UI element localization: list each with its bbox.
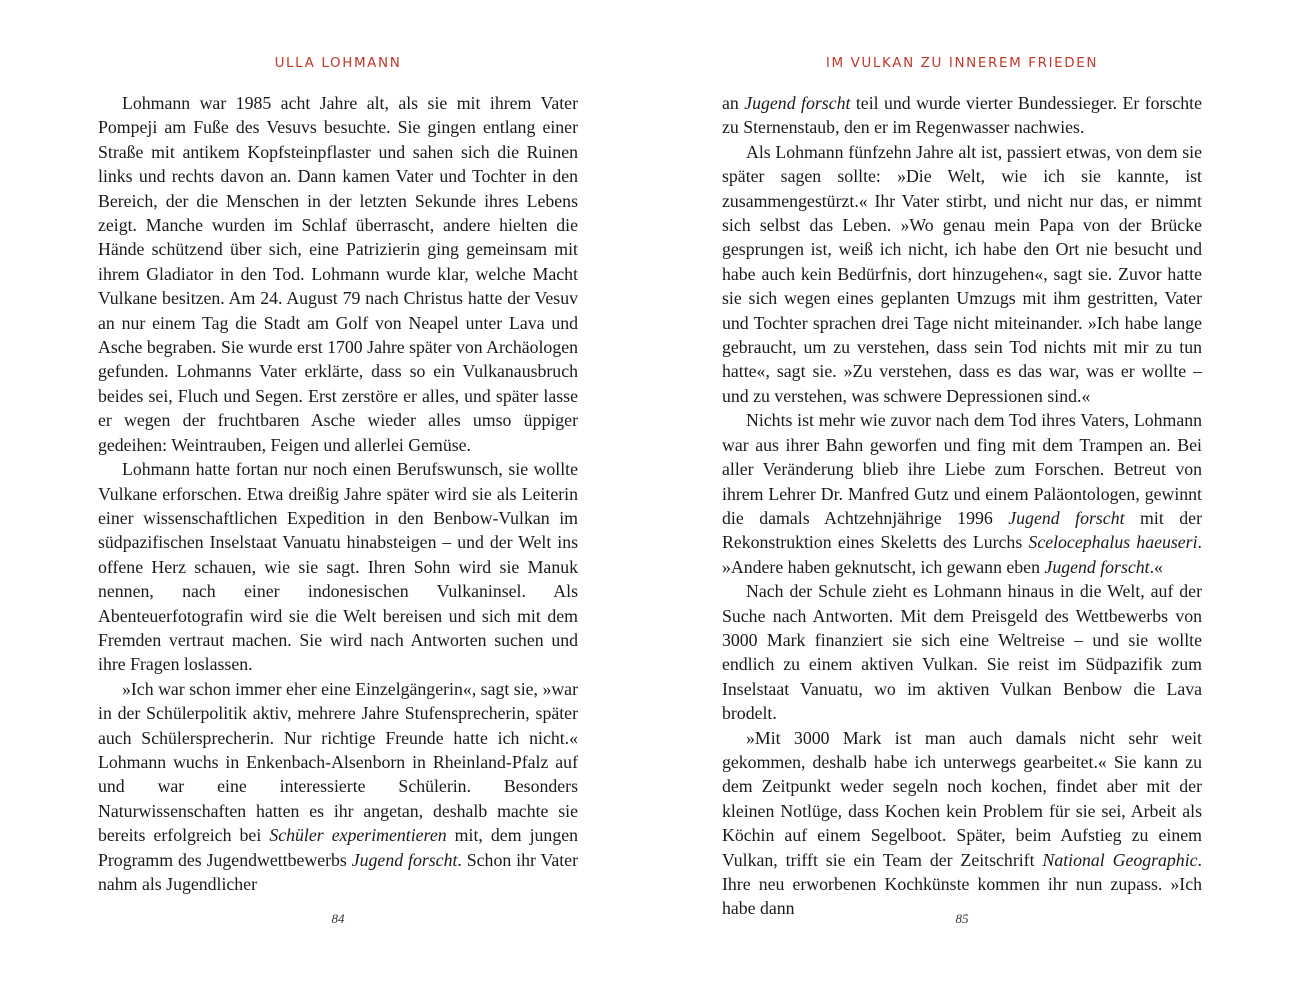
text-segment: »Ich war schon immer eher eine Einzelgängerin«, sagt sie, »war in der Schülerpolitik aktiv, mehrere Jahre Stufensprecherin, später auch Schülersprecherin. Nur richtige Freunde hatte ich nicht.« Lohmann wuchs in Enkenbach-Alsenborn in Rheinland-Pfalz auf und war eine interessierte Schülerin. Besonders Naturwissenschaften hatten es ihr angetan, deshalb machte sie bereits erfolgreich bei (98, 678, 578, 846)
italic-title: Schüler experimentieren (269, 825, 447, 846)
paragraph (98, 457, 578, 677)
text-segment: . »Andere haben geknutscht, ich gewann eben (722, 532, 1202, 577)
paragraph (722, 408, 1202, 579)
text-segment: . Schon ihr Vater nahm als Jugendlicher (98, 849, 578, 894)
italic-title: Jugend forscht (744, 93, 851, 113)
text-segment: teil und wurde vierter Bundessieger. Er forschte zu Sternenstaub, den er im Regenwasser nachwies. (722, 93, 1203, 138)
paragraph (98, 91, 578, 457)
text-segment: . Ihre neu erworbenen Kochkünste kommen ihr nun zupass. »Ich habe dann (722, 849, 1202, 919)
left-body-text (98, 91, 578, 896)
text-segment: an (722, 93, 745, 113)
right-body-text (722, 91, 1202, 921)
page-number-left: 84 (331, 911, 345, 926)
text-segment: Lohmann war 1985 acht Jahre alt, als sie mit ihrem Vater Pompeji am Fuße des Vesuvs besuchte. Sie gingen entlang einer Straße mit antikem Kopfsteinpflaster und sahen sich die Ruinen links und rechts davon an. Dann kamen Vater und Tochter in den Bereich, der die Menschen in der letzten Sekunde ihres Lebens zeigt. Manche wurden im Schlaf überrascht, andere hielten die Hände schützend über sich, eine Patrizierin ging gemeinsam mit ihrem Gladiator in den Tod. Lohmann wurde klar, welche Macht Vulkane besitzen. Am 24. August 79 nach Christus hatte der Vesuv an nur einem Tag die Stadt am Golf von Neapel unter Lava und Asche begraben. Sie wurde erst 1700 Jahre später von Archäologen gefunden. Lohmanns Vater erklärte, dass so ein Vulkanausbruch beides sei, Fluch und Segen. Erst zerstöre er alles, und später lasse er wegen der fruchtbaren Asche wieder alles umso üppiger gedeihen: Weintrauben, Feigen und allerlei Gemüse. (98, 93, 578, 455)
italic-title: Jugend forscht (1008, 507, 1125, 528)
text-segment: .« (1149, 556, 1163, 577)
running-head-author: ULLA LOHMANN (274, 55, 402, 71)
text-segment: Nichts ist mehr wie zuvor nach dem Tod ihres Vaters, Lohmann war aus ihrer Bahn geworfen und fing mit dem Trampen an. Bei aller Veränderung blieb ihre Liebe zum Forschen. Betreut von ihrem Lehrer Dr. Manfred Gutz und einem Paläontologen, gewinnt die damals Achtzehnjährige 1996 (722, 410, 1202, 528)
text-segment: Nach der Schule zieht es Lohmann hinaus in die Welt, auf der Suche nach Antworten. Mit dem Preisgeld des Wettbewerbs von 3000 Mark finanziert sie sich eine Weltreise – und sie wollte endlich zu einem aktiven Vulkan. Sie reist im Südpazifik zum Inselstaat Vanuatu, wo im aktiven Vulkan Benbow die Lava brodelt. (722, 581, 1202, 724)
text-segment: »Mit 3000 Mark ist man auch damals nicht sehr weit gekommen, deshalb habe ich unterwegs gearbeitet.« Sie kann zu dem Zeitpunkt weder segeln noch kochen, findet aber mit der kleinen Notlüge, dass Kochen kein Problem für sie sei, Arbeit als Köchin auf einem Segelboot. Später, beim Aufstieg zu einem Vulkan, trifft sie ein Team der Zeitschrift (722, 727, 1202, 870)
running-head-chapter: IM VULKAN ZU INNEREM FRIEDEN (825, 55, 1099, 71)
paragraph (722, 726, 1202, 921)
text-segment: mit der Rekonstruktion eines Skeletts des Lurchs (722, 507, 1202, 553)
text-segment: Als Lohmann fünfzehn Jahre alt ist, passiert etwas, von dem sie später sagen sollte: »Die Welt, wie ich sie kannte, ist zusammengestürzt.« Ihr Vater stirbt, und nicht nur das, er nimmt sich selbst das Leben. »Wo genau mein Papa von der Brücke gesprungen ist, weiß ich nicht, ich habe den Ort nie besucht und habe auch kein Bedürfnis, dort hinzugehen«, sagt sie. Zuvor hatte sie sich wegen eines geplanten Umzugs mit ihm gestritten, Vater und Tochter sprachen drei Tage nicht miteinander. »Ich habe lange gebraucht, um zu verstehen, dass sein Tod nichts mit mir zu tun hatte«, sagt sie. »Zu verstehen, dass es das war, was er wollte – und zu verstehen, was schwere Depressionen sind.« (722, 141, 1202, 406)
text-segment: Lohmann hatte fortan nur noch einen Berufswunsch, sie wollte Vulkane erforschen. Etwa dreißig Jahre später wird sie als Leiterin einer wissenschaftlichen Expedition in den Benbow-Vulkan im südpazifischen Inselstaat Vanuatu hinabsteigen – und der Welt ins offene Herz schauen, wie sie sagt. Ihren Sohn wird sie Manuk nennen, nach einer indonesischen Vulkaninsel. Als Abenteuerfotografin wird sie die Welt bereisen und sich mit dem Fremden vertraut machen. Sie wird nach Antworten suchen und ihre Fragen loslassen. (98, 459, 578, 675)
paragraph (98, 677, 578, 897)
italic-title: Scelocephalus haeuseri (1028, 532, 1198, 553)
page-number-right: 85 (955, 911, 969, 926)
paragraph (722, 579, 1202, 725)
left-page (98, 0, 578, 1000)
paragraph (722, 91, 1202, 140)
italic-title: Jugend forscht (1044, 556, 1150, 577)
paragraph (722, 140, 1202, 408)
text-segment: mit, dem jungen Programm des Jugendwettbewerbs (98, 825, 578, 870)
italic-title: National Geographic (1042, 849, 1198, 870)
italic-title: Jugend forscht (351, 849, 458, 870)
right-page (722, 0, 1202, 1000)
